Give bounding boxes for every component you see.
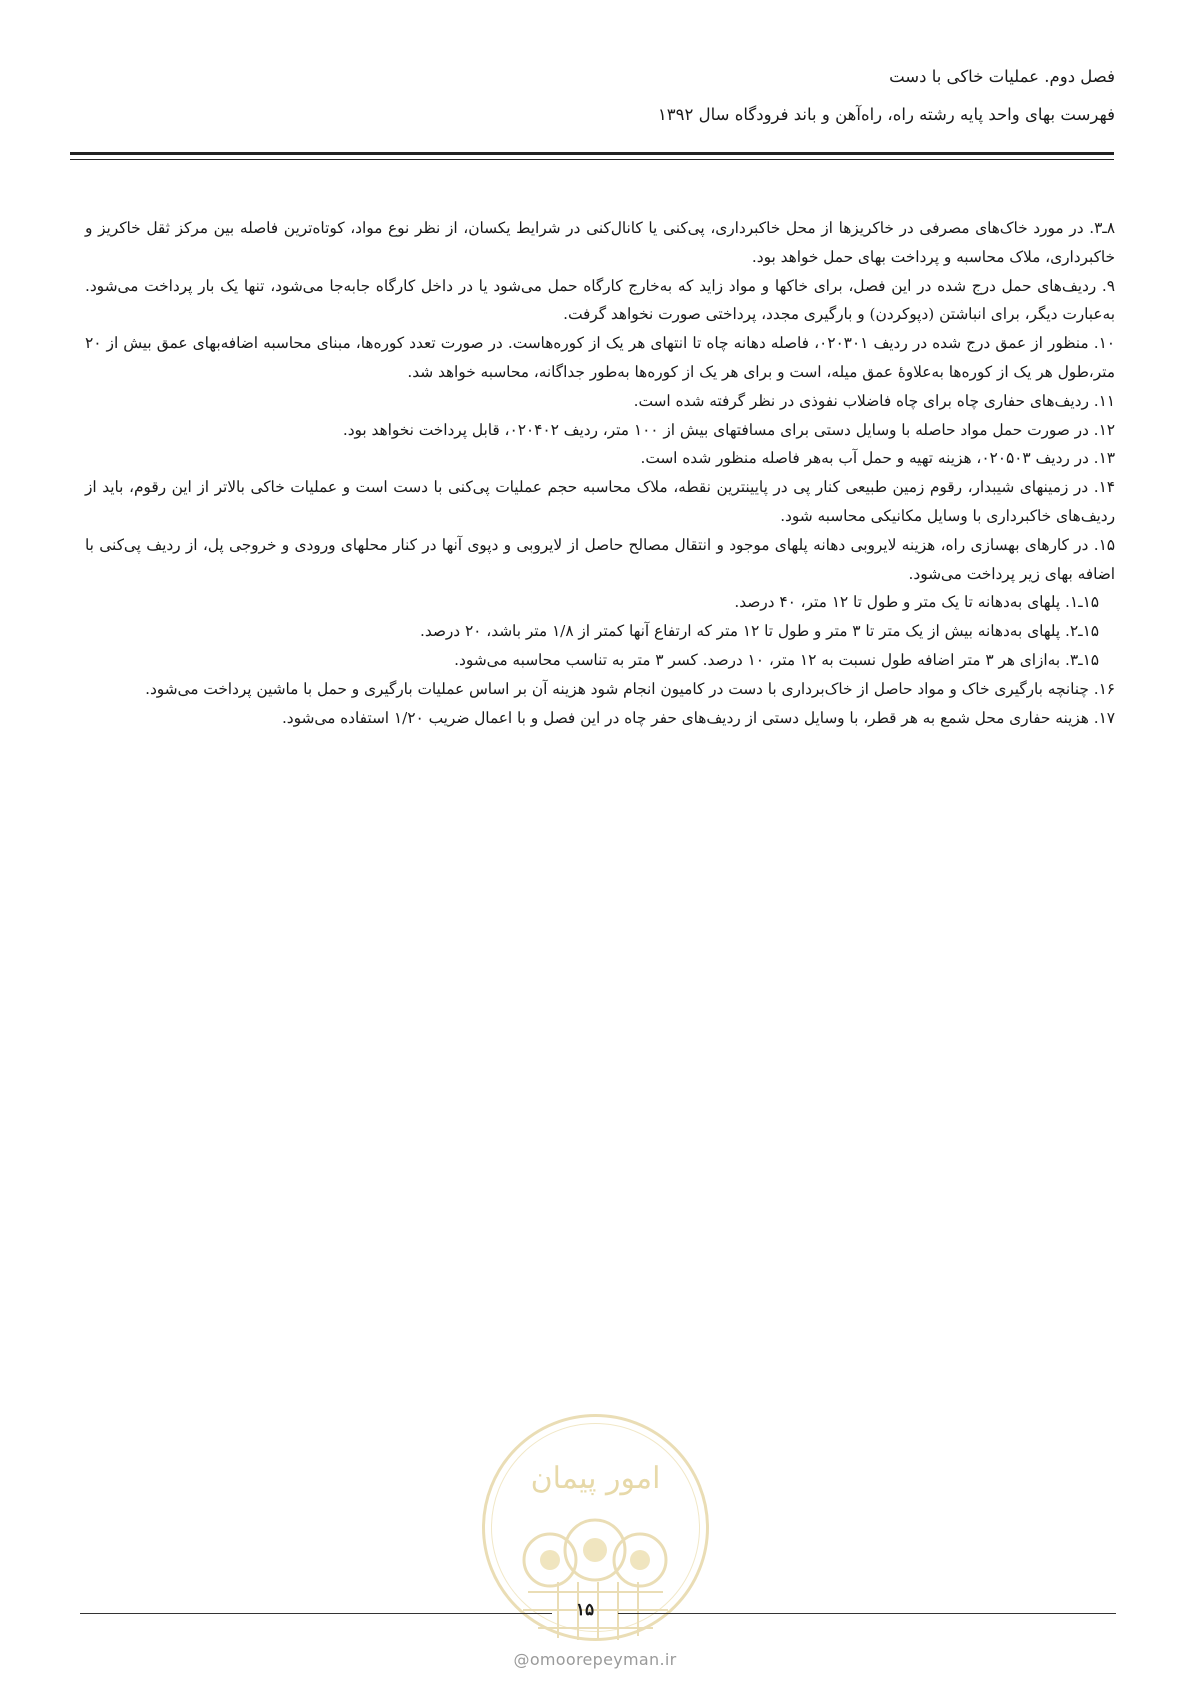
document-body (85, 214, 1115, 732)
paragraph-13: ۱۳. در ردیف ۰۲۰۵۰۳، هزینه تهیه و حمل آب به‌هر فاصله منظور شده است. (640, 449, 1115, 468)
paragraph-11: ۱۱. ردیف‌های حفاری چاه برای چاه فاضلاب نفوذی در نظر گرفته شده است. (633, 391, 1115, 410)
paragraph-16: ۱۶. چنانچه بارگیری خاک و مواد حاصل از خاک‌برداری با دست در کامیون انجام شود هزینه آن بر اساس عملیات بارگیری و حمل با ماشین پرداخت می‌شود. (145, 679, 1115, 698)
footer-rule-right (618, 1613, 1116, 1614)
paragraph-14: ۱۴. در زمینهای شیبدار، رقوم زمین طبیعی کنار پی در پایینترین نقطه، ملاک محاسبه حجم عملیات پی‌کنی با دست است و عملیات خاکی بالاتر از این رقوم، باید از ردیف‌های خاکبرداری با وسایل مکانیکی محاسبه شود. (85, 478, 1115, 525)
page-number: ۱۵ (575, 1600, 595, 1620)
paragraph-9: ۹. ردیف‌های حمل درج شده در این فصل، برای خاکها و مواد زاید که به‌خارج کارگاه حمل می‌شود یا در داخل کارگاه جابه‌جا می‌شود، تنها یک بار پرداخت می‌شود. به‌عبارت دیگر، برای انباشتن (دپوکردن) و بارگیری مجدد، پرداختی صورت نخواهد گرفت. (85, 276, 1115, 324)
paragraph-10: ۱۰. منظور از عمق درج شده در ردیف ۰۲۰۳۰۱، فاصله دهانه چاه تا انتهای هر یک از کوره‌هاست. در صورت تعدد کوره‌ها، مبنای محاسبه اضافه‌بهای عمق بیش از ۲۰ متر،طول هر یک از کوره‌ها به‌علاوهٔ عمق میله، است و برای هر یک از کوره‌ها به‌طور جداگانه، محاسبه خواهد شد. (85, 334, 1115, 381)
chapter-title: فصل دوم. عملیات خاکی با دست (889, 67, 1115, 86)
paragraph-15-1: ۱۵ـ۱. پلهای به‌دهانه تا یک متر و طول تا ۱۲ متر، ۴۰ درصد. (734, 593, 1099, 612)
paragraph-12: ۱۲. در صورت حمل مواد حاصله با وسایل دستی برای مسافتهای بیش از ۱۰۰ متر، ردیف ۰۲۰۴۰۲، قابل پرداخت نخواهد بود. (342, 420, 1115, 439)
header-rule-thick (70, 152, 1114, 155)
document-subtitle: فهرست بهای واحد پایه رشته راه، راه‌آهن و باند فرودگاه سال ۱۳۹۲ (657, 105, 1115, 124)
paragraph-8-3: ۸ـ۳. در مورد خاک‌های مصرفی در خاکریزها از محل خاکبرداری، پی‌کنی یا کانال‌کنی در شرایط یکسان، از نظر نوع مواد، کوتاه‌ترین فاصله بین مرکز ثقل خاکریز و خاکبرداری، ملاک محاسبه و پرداخت بهای حمل خواهد بود. (85, 219, 1115, 266)
header-rule-thin (70, 159, 1114, 160)
paragraph-15: ۱۵. در کارهای بهسازی راه، هزینه لایروبی دهانه پلهای موجود و انتقال مصالح حاصل از لایروبی و دپوی آنها در کنار محلهای ورودی و خروجی پل، از ردیف پی‌کنی با اضافه بهای زیر پرداخت می‌شود. (85, 535, 1115, 583)
paragraph-15-2: ۱۵ـ۲. پلهای به‌دهانه بیش از یک متر تا ۳ متر و طول تا ۱۲ متر که ارتفاع آنها کمتر از ۱/۸ متر باشد، ۲۰ درصد. (420, 622, 1099, 641)
logo-script-text: امور پیمان (530, 1461, 661, 1496)
paragraph-15-3: ۱۵ـ۳. به‌ازای هر ۳ متر اضافه طول نسبت به ۱۲ متر، ۱۰ درصد. کسر ۳ متر به تناسب محاسبه می‌شود. (454, 650, 1099, 669)
paragraph-17: ۱۷. هزینه حفاری محل شمع به هر قطر، با وسایل دستی از ردیف‌های حفر چاه در این فصل و با اعمال ضریب ۱/۲۰ استفاده می‌شود. (281, 708, 1115, 727)
footer-rule-left (80, 1613, 552, 1614)
page-header (75, 58, 1115, 134)
watermark-url: @omoorepeyman.ir (513, 1650, 677, 1669)
